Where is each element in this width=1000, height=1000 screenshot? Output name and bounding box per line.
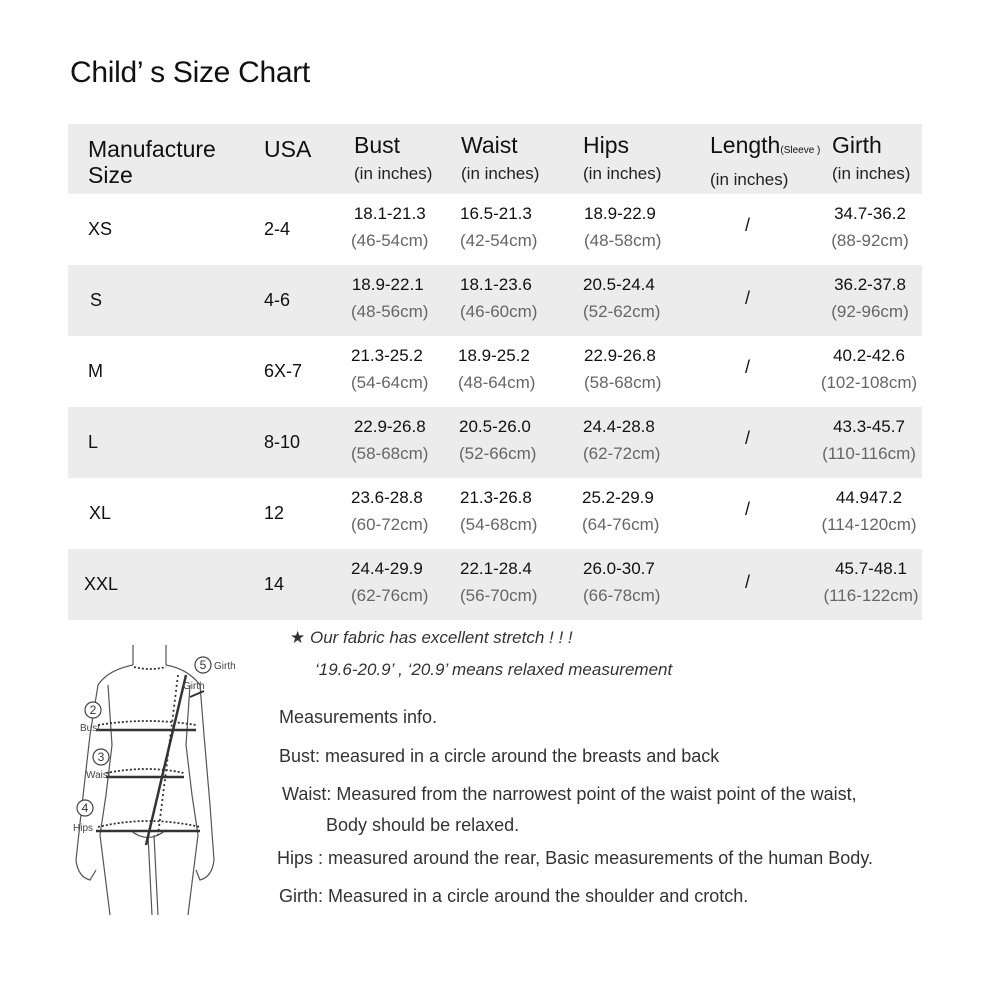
table-row bbox=[68, 549, 922, 620]
table-row bbox=[68, 265, 922, 336]
cell-girth: 40.2-42.6 (102-108cm) bbox=[820, 346, 918, 392]
header-girth-label: Girth bbox=[832, 132, 882, 158]
cell-usa: 12 bbox=[264, 503, 285, 523]
table-row bbox=[68, 194, 922, 265]
cell-size: L bbox=[88, 432, 99, 452]
cell-waist: 20.5-26.0 (52-66cm) bbox=[459, 417, 537, 463]
cell-hips: 25.2-29.9 (64-76cm) bbox=[582, 488, 660, 534]
svg-text:Girth: Girth bbox=[214, 661, 236, 672]
cell-bust: 21.3-25.2 (54-64cm) bbox=[351, 346, 429, 392]
stretch-note bbox=[290, 628, 573, 648]
cell-hips: 24.4-28.8 (62-72cm) bbox=[583, 417, 661, 463]
header-bust bbox=[354, 132, 432, 184]
relaxed-note: ‘19.6-20.9’ , ‘20.9’ means relaxed measurement bbox=[315, 660, 673, 679]
size-chart-table bbox=[68, 124, 922, 620]
cell-size: XL bbox=[89, 503, 112, 523]
cell-bust: 18.1-21.3 (46-54cm) bbox=[351, 204, 429, 250]
cell-length: / bbox=[745, 572, 751, 592]
cell-waist: 16.5-21.3 (42-54cm) bbox=[460, 204, 538, 250]
table-row bbox=[68, 407, 922, 478]
header-waist bbox=[461, 132, 539, 184]
waist-info-continued: Body should be relaxed. bbox=[326, 815, 520, 835]
waist-info: Waist: Measured from the narrowest point of the waist point of the waist, bbox=[282, 784, 857, 804]
cell-bust: 18.9-22.1 (48-56cm) bbox=[351, 275, 429, 321]
header-hips-unit: (in inches) bbox=[583, 164, 662, 183]
header-hips-label: Hips bbox=[583, 132, 630, 158]
cell-girth: 45.7-48.1 (116-122cm) bbox=[823, 559, 919, 605]
cell-girth: 44.947.2 (114-120cm) bbox=[821, 488, 917, 534]
cell-girth: 34.7-36.2 (88-92cm) bbox=[831, 204, 909, 250]
table-row bbox=[68, 478, 922, 549]
svg-text:Waist: Waist bbox=[86, 770, 111, 781]
cell-waist: 21.3-26.8 (54-68cm) bbox=[460, 488, 538, 534]
page-title: Child’ s Size Chart bbox=[70, 56, 310, 89]
header-bust-unit: (in inches) bbox=[354, 164, 433, 183]
cell-hips: 22.9-26.8 (58-68cm) bbox=[584, 346, 662, 392]
bust-info: Bust: measured in a circle around the breasts and back bbox=[279, 746, 720, 766]
cell-length: / bbox=[745, 288, 751, 308]
body-outline-icon bbox=[68, 645, 248, 915]
cell-waist: 22.1-28.4 (56-70cm) bbox=[460, 559, 538, 605]
cell-length: / bbox=[745, 499, 751, 519]
cell-hips: 26.0-30.7 (66-78cm) bbox=[583, 559, 661, 605]
cell-bust: 24.4-29.9 (62-76cm) bbox=[351, 559, 429, 605]
label-4: 4 bbox=[81, 801, 89, 815]
cell-hips: 18.9-22.9 (48-58cm) bbox=[584, 204, 662, 250]
label-3: 3 bbox=[97, 750, 105, 764]
header-size-line2: Size bbox=[88, 162, 133, 188]
cell-usa: 6X-7 bbox=[264, 361, 303, 381]
table-row bbox=[68, 336, 922, 407]
star-icon: ★ bbox=[290, 628, 306, 647]
header-length-label: Length bbox=[710, 132, 781, 158]
cell-usa: 8-10 bbox=[264, 432, 301, 452]
header-length-unit: (in inches) bbox=[710, 170, 789, 189]
cell-size: S bbox=[90, 290, 103, 310]
header-waist-label: Waist bbox=[461, 132, 518, 158]
header-bust-label: Bust bbox=[354, 132, 401, 158]
cell-girth: 43.3-45.7 (110-116cm) bbox=[822, 417, 916, 463]
svg-text:Hips: Hips bbox=[73, 823, 94, 834]
header-usa: USA bbox=[264, 136, 312, 162]
cell-size: M bbox=[88, 361, 103, 381]
header-length-sleeve: (Sleeve ) bbox=[780, 145, 821, 156]
cell-usa: 2-4 bbox=[264, 219, 291, 239]
table-header-row bbox=[68, 124, 922, 194]
header-girth bbox=[832, 132, 910, 184]
measurements-heading: Measurements info. bbox=[279, 707, 438, 727]
cell-bust: 22.9-26.8 (58-68cm) bbox=[351, 417, 429, 463]
label-2: 2 bbox=[89, 703, 97, 717]
hips-info: Hips : measured around the rear, Basic measurements of the human Body. bbox=[277, 848, 873, 868]
svg-text:Girth: Girth bbox=[183, 681, 205, 692]
cell-waist: 18.1-23.6 (46-60cm) bbox=[460, 275, 538, 321]
girth-info: Girth: Measured in a circle around the shoulder and crotch. bbox=[279, 886, 749, 906]
cell-length: / bbox=[745, 428, 751, 448]
header-manufacture-size bbox=[88, 136, 216, 188]
cell-bust: 23.6-28.8 (60-72cm) bbox=[351, 488, 429, 534]
cell-waist: 18.9-25.2 (48-64cm) bbox=[458, 346, 536, 392]
cell-usa: 4-6 bbox=[264, 290, 291, 310]
cell-girth: 36.2-37.8 (92-96cm) bbox=[831, 275, 909, 321]
cell-size: XXL bbox=[84, 574, 119, 594]
body-measurement-figure bbox=[68, 645, 248, 915]
cell-hips: 20.5-24.4 (52-62cm) bbox=[583, 275, 661, 321]
header-girth-unit: (in inches) bbox=[832, 164, 911, 183]
header-waist-unit: (in inches) bbox=[461, 164, 540, 183]
svg-text:Bust: Bust bbox=[80, 723, 101, 734]
cell-length: / bbox=[745, 215, 751, 235]
cell-size: XS bbox=[88, 219, 113, 239]
header-hips bbox=[583, 132, 661, 184]
header-size-line1: Manufacture bbox=[88, 136, 216, 162]
label-5: 5 bbox=[199, 658, 207, 672]
cell-length: / bbox=[745, 357, 751, 377]
stretch-note-text: Our fabric has excellent stretch ! ! ! bbox=[309, 628, 573, 647]
header-length bbox=[710, 132, 820, 190]
cell-usa: 14 bbox=[264, 574, 285, 594]
